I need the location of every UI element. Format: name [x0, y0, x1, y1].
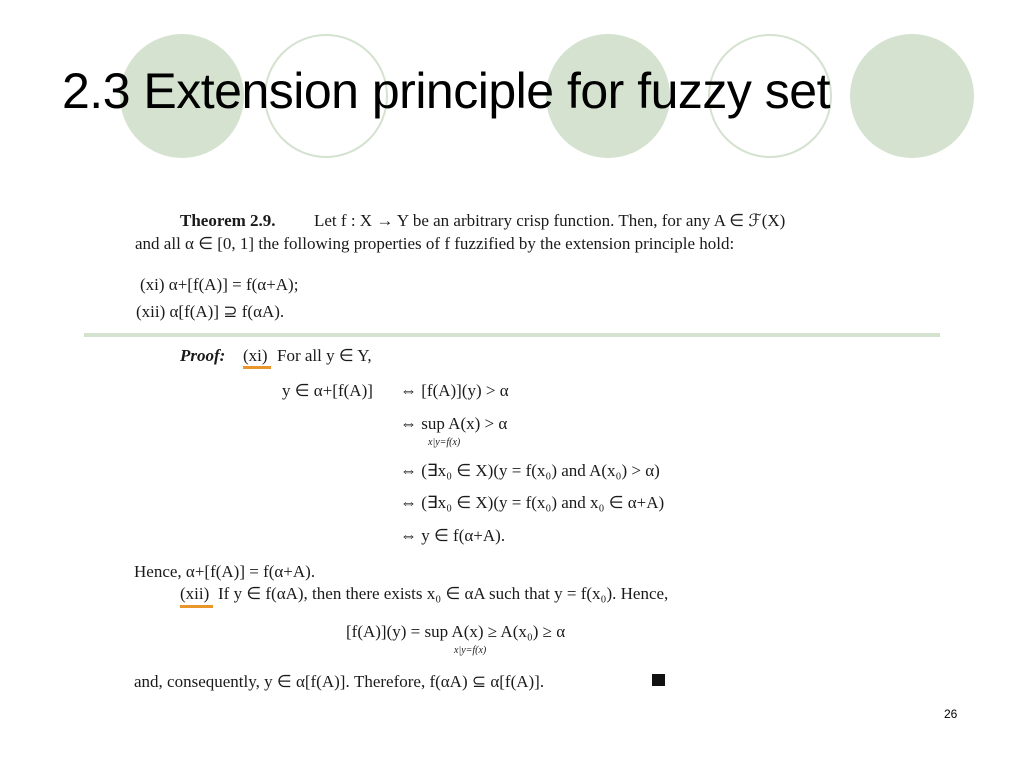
property-xii: (xii) α[f(A)] ⊇ f(αA).	[136, 302, 285, 321]
proof-xi-tag: (xi)	[243, 346, 268, 365]
proof-xi-intro: For all y ∈ Y,	[277, 346, 372, 365]
proof-xii-tag: (xii)	[180, 584, 210, 603]
qed-square	[652, 674, 665, 686]
decor-circle-5	[850, 34, 974, 158]
proof-step-5: ⇔ y ∈ f(α+A).	[400, 526, 506, 545]
xii-highlight-underline	[180, 605, 213, 608]
property-xi: (xi) α+[f(A)] = f(α+A);	[140, 275, 299, 294]
proof-conclusion: and, consequently, y ∈ α[f(A)]. Therefore, f(αA) ⊆ α[f(A)].	[134, 672, 545, 691]
theorem-header: Theorem 2.9.	[180, 211, 276, 230]
slide-title: 2.3 Extension principle for fuzzy set	[62, 63, 830, 119]
proof-inequality-subscript: x|y=f(x)	[454, 645, 487, 656]
proof-lhs: y ∈ α+[f(A)]	[282, 381, 373, 400]
proof-hence: Hence, α+[f(A)] = f(α+A).	[134, 562, 316, 581]
proof-xii-text: If y ∈ f(αA), then there exists x₀ ∈ αA such that y = f(x₀). Hence,	[218, 584, 669, 603]
xi-highlight-underline	[243, 366, 271, 369]
section-divider	[84, 333, 940, 337]
page-number: 26	[944, 707, 958, 721]
proof-step-3: ⇔ (∃x₀ ∈ X)(y = f(x₀) and A(x₀) > α)	[400, 461, 660, 480]
proof-label: Proof:	[180, 346, 226, 365]
theorem-line-1: Let f : X → Y be an arbitrary crisp function. Then, for any A ∈ ℱ(X)	[314, 211, 786, 230]
proof-step-2: ⇔ sup A(x) > α	[400, 414, 508, 433]
proof-step-4: ⇔ (∃x₀ ∈ X)(y = f(x₀) and x₀ ∈ α+A)	[400, 493, 665, 512]
proof-inequality: [f(A)](y) = sup A(x) ≥ A(x₀) ≥ α	[346, 622, 566, 641]
proof-step-1: ⇔ [f(A)](y) > α	[400, 381, 509, 400]
theorem-line-2: and all α ∈ [0, 1] the following properties of f fuzzified by the extension principle hold:	[135, 234, 735, 253]
proof-step-2-subscript: x|y=f(x)	[428, 437, 461, 448]
